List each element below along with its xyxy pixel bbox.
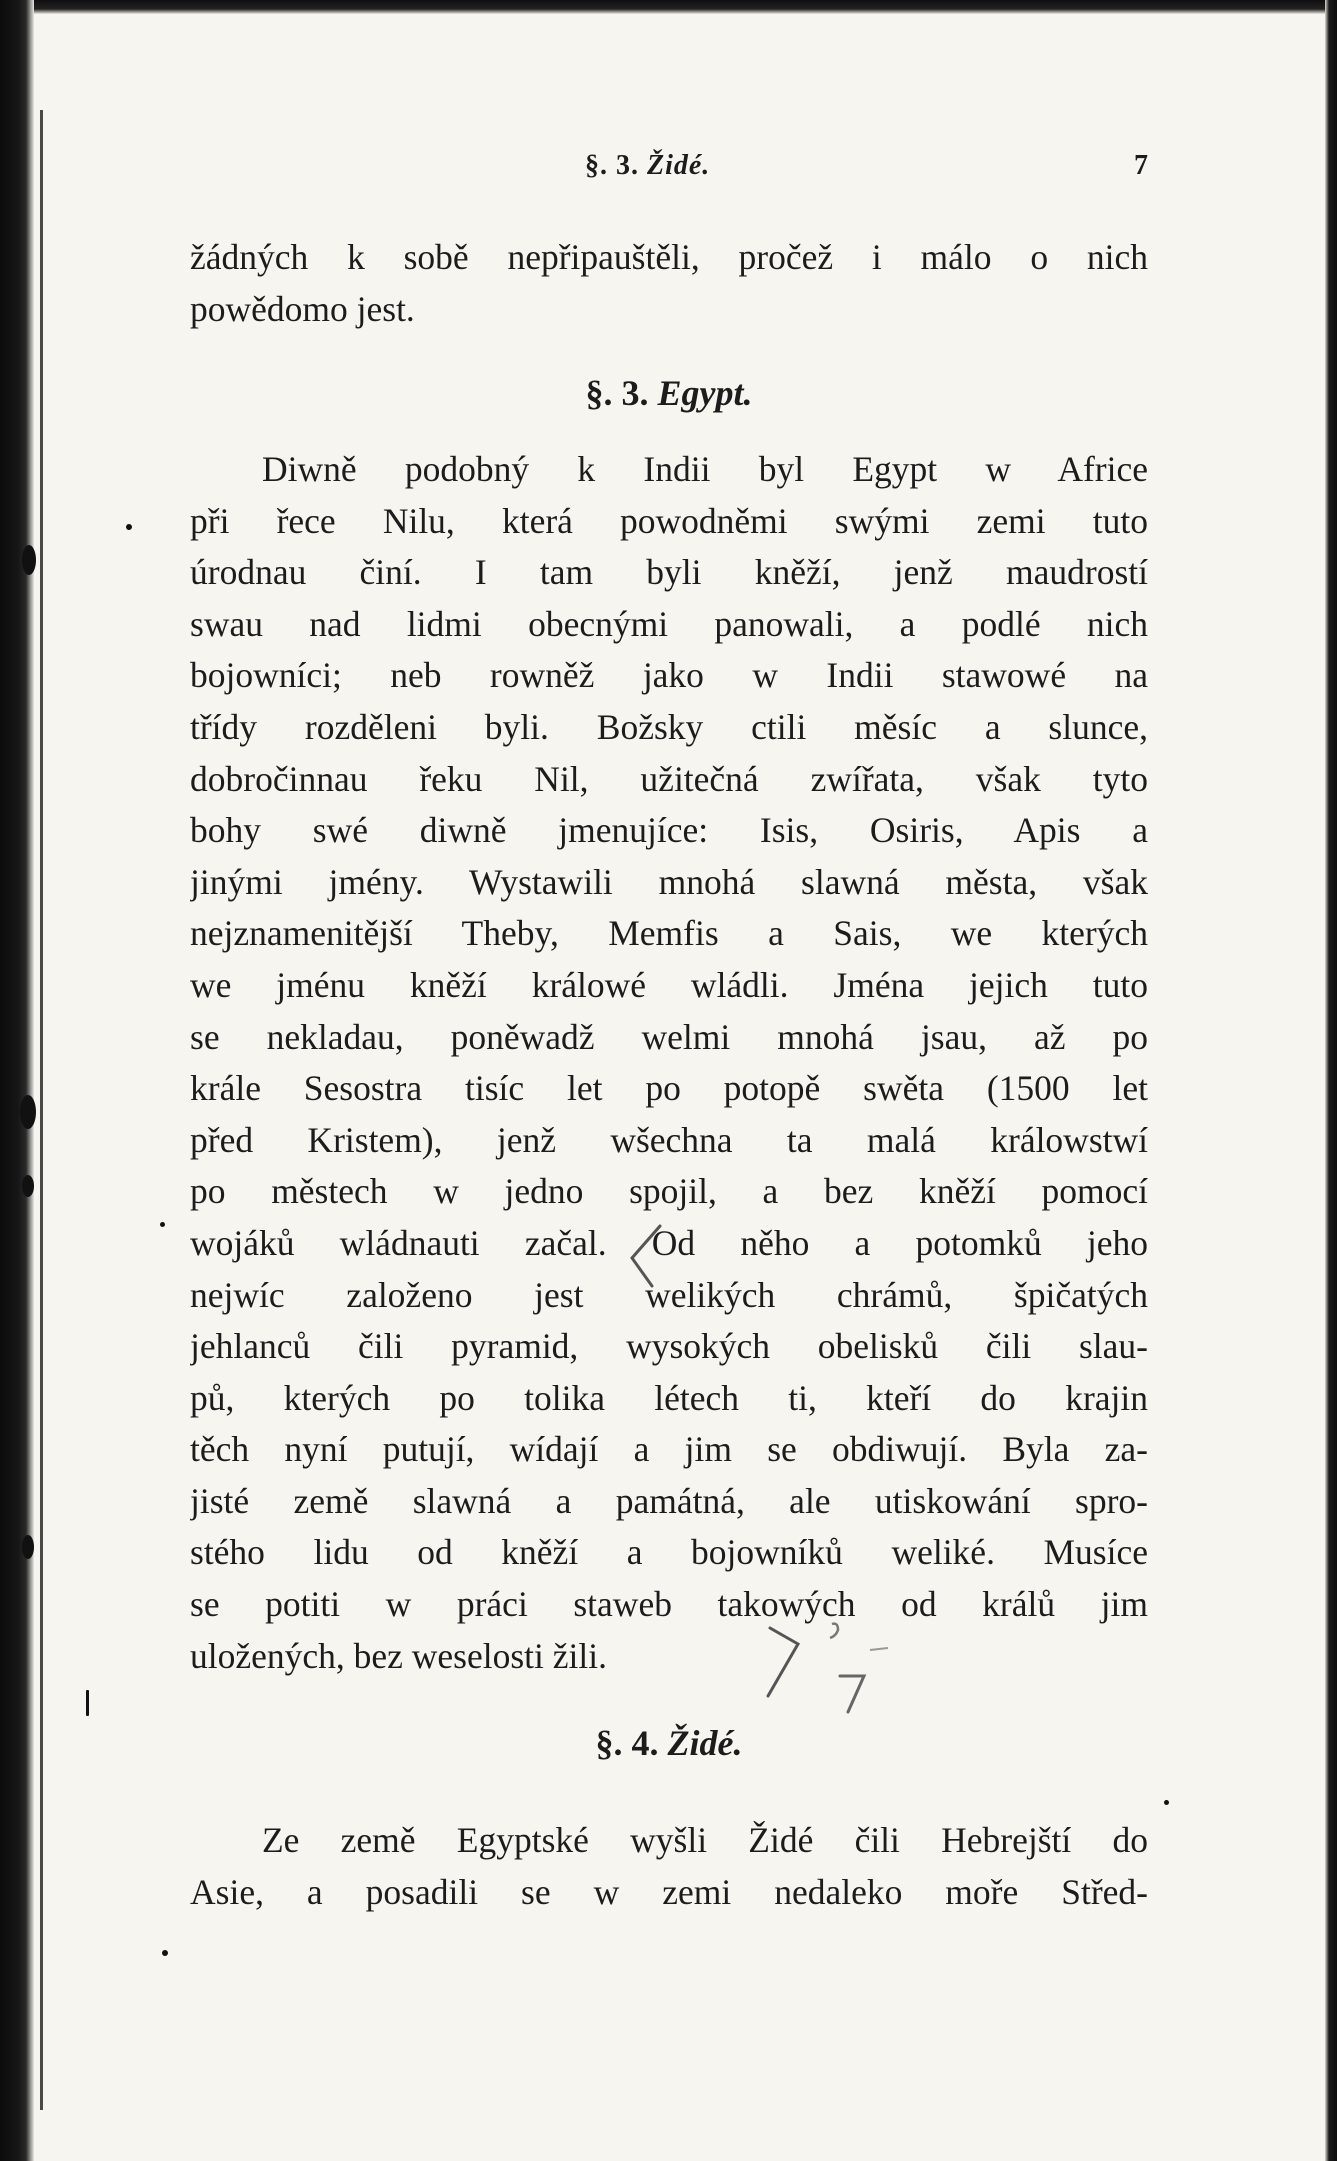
text-line: krále Sesostra tisíc let po potopě swěta (1500 let <box>190 1068 1148 1109</box>
scan-speck <box>22 1535 34 1559</box>
text-line: žádných k sobě nepřipauštěli, pročež i málo o nich <box>190 237 1148 277</box>
page-number: 7 <box>1134 150 1148 181</box>
text-line: jinými jmény. Wystawili mnohá slawná města, však <box>190 861 1148 902</box>
text-line: bohy swé diwně jmenujíce: Isis, Osiris, Apis a <box>190 810 1148 851</box>
text-line: Ze země Egyptské wyšli Židé čili Hebrejští do <box>262 1820 1148 1860</box>
text-line: wojáků wládnauti začal. Od něho a potomků jeho <box>190 1222 1148 1263</box>
page-gutter-line <box>40 110 43 2110</box>
text-line: stého lidu od kněží a bojowníků weliké. Musíce <box>190 1532 1148 1573</box>
scan-speck <box>162 1950 168 1956</box>
header-title <box>585 150 710 182</box>
text-line: pů, kterých po tolika létech ti, kteří do krajin <box>190 1377 1148 1418</box>
scan-left-edge <box>0 0 34 2161</box>
text-line: powědomo jest. <box>190 288 415 329</box>
paragraph-2 <box>190 444 1148 1682</box>
text-line: swau nad lidmi obecnými panowali, a podlé nich <box>190 603 1148 644</box>
text-line: nejwíc založeno jest welikých chrámů, špičatých <box>190 1274 1148 1315</box>
scan-right-edge <box>1325 0 1337 2161</box>
paragraph-3 <box>190 1815 1148 1918</box>
text-line: bojowníci; neb rowněž jako w Indii stawowé na <box>190 655 1148 696</box>
section-number: §. 3. <box>585 373 649 413</box>
header-section-number: §. 3. <box>585 150 639 181</box>
text-line: třídy rozděleni byli. Božsky ctili měsíc a slunce, <box>190 706 1148 747</box>
text-line: nejznamenitější Theby, Memfis a Sais, we kterých <box>190 913 1148 954</box>
scan-speck <box>22 1175 34 1197</box>
section-name: Egypt. <box>657 373 753 413</box>
text-line: jisté země slawná a památná, ale utiskowání spro- <box>190 1480 1148 1521</box>
scan-speck <box>86 1690 89 1716</box>
text-line: se nekladau, poněwadž welmi mnohá jsau, až po <box>190 1016 1148 1057</box>
scan-top-edge <box>0 0 1337 14</box>
text-line: těch nyní putují, wídají a jim se obdiwují. Byla za- <box>190 1429 1148 1470</box>
text-line: se potiti w práci staweb takowých od králů jim <box>190 1584 1148 1625</box>
text-line: dobročinnau řeku Nil, užitečná zwířata, však tyto <box>190 758 1148 799</box>
scan-speck <box>160 1222 165 1227</box>
section-heading-zide <box>190 1722 1148 1764</box>
paragraph-1 <box>190 232 1148 335</box>
scan-speck <box>126 524 132 530</box>
text-line: před Kristem), jenž wšechna ta malá králowstwí <box>190 1119 1148 1160</box>
text-line: uložených, bez weselosti žili. <box>190 1635 607 1676</box>
section-heading-egypt <box>190 372 1148 414</box>
section-name: Židé. <box>667 1723 743 1763</box>
text-line: we jménu kněží králowé wládli. Jména jejich tuto <box>190 964 1148 1005</box>
scan-speck <box>1164 1800 1169 1805</box>
section-number: §. 4. <box>595 1723 659 1763</box>
running-header <box>190 148 1150 192</box>
text-line: při řece Nilu, která powodněmi swými zemi tuto <box>190 500 1148 541</box>
text-line: Asie, a posadili se w zemi nedaleko moře Střed- <box>190 1871 1148 1912</box>
pencil-mark-bracket <box>740 1620 890 1730</box>
text-line: Diwně podobný k Indii byl Egypt w Africe <box>262 449 1148 489</box>
scan-speck <box>20 1095 36 1129</box>
text-line: jehlanců čili pyramid, wysokých obelisků čili slau- <box>190 1326 1148 1367</box>
text-line: po městech w jedno spojil, a bez kněží pomocí <box>190 1171 1148 1212</box>
header-section-name: Židé. <box>647 150 711 181</box>
scan-speck <box>22 545 36 575</box>
pencil-mark-bracket <box>590 1220 680 1300</box>
text-line: úrodnau činí. I tam byli kněží, jenž maudrostí <box>190 552 1148 593</box>
